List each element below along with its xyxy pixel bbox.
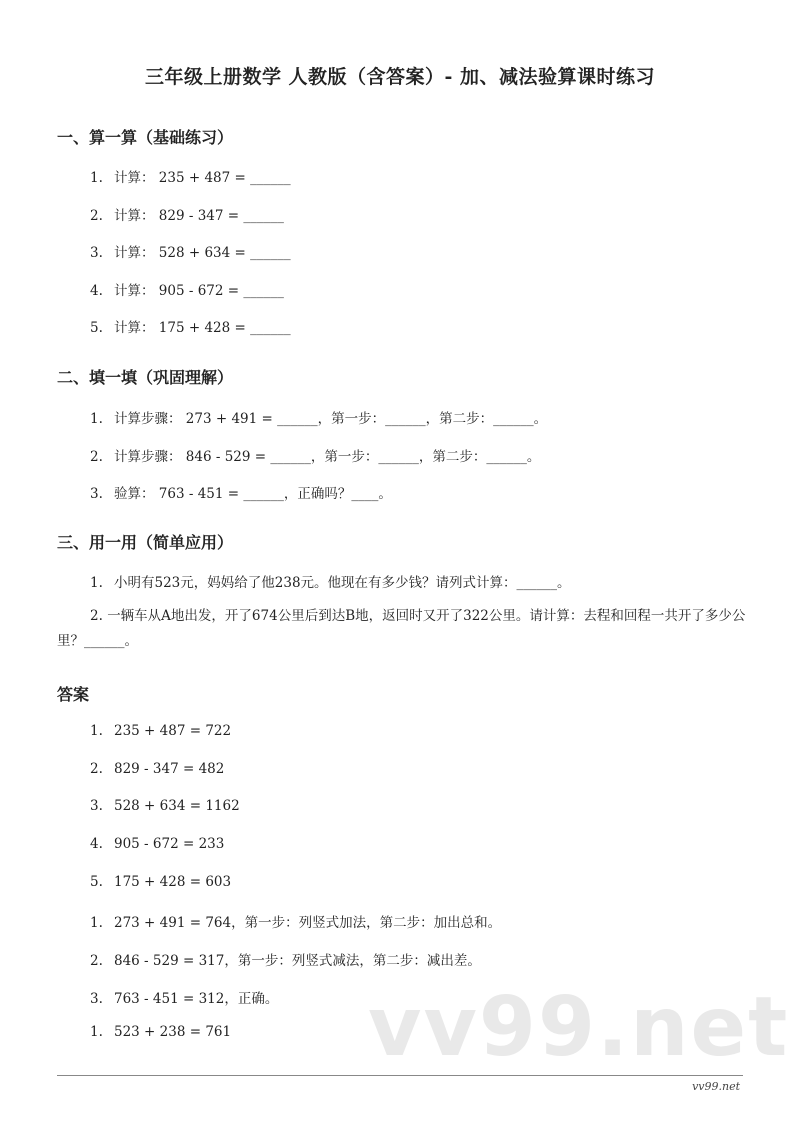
question-text: 计算： 905 - 672 = ______ xyxy=(114,283,284,299)
question-paragraph xyxy=(57,604,747,654)
section-2-heading: 二、填一填（巩固理解） xyxy=(57,368,234,387)
question-text: 计算： 528 + 634 = ______ xyxy=(114,245,291,261)
answer-number: 2. xyxy=(90,761,103,777)
answer-text: 763 - 451 = 312，正确。 xyxy=(114,991,279,1007)
question-number: 1. xyxy=(90,411,103,427)
page-title: 三年级上册数学 人教版（含答案）- 加、减法验算课时练习 xyxy=(144,66,656,88)
question-number: 2. xyxy=(90,208,103,224)
question-number: 1. xyxy=(90,575,103,591)
question-item xyxy=(90,204,284,224)
answer-text: 829 - 347 = 482 xyxy=(114,761,225,777)
question-text: 计算： 829 - 347 = ______ xyxy=(114,208,284,224)
footer-site: vv99.net xyxy=(692,1080,740,1093)
answer-number: 5. xyxy=(90,874,103,890)
question-number: 3. xyxy=(90,245,103,261)
question-number: 1. xyxy=(90,170,103,186)
answer-text: 175 + 428 = 603 xyxy=(114,874,232,890)
answer-item xyxy=(90,987,278,1007)
question-item xyxy=(90,482,392,502)
watermark: vv99.net xyxy=(368,980,790,1075)
question-text: 计算： 175 + 428 = ______ xyxy=(114,320,291,336)
footer-rule xyxy=(57,1075,743,1076)
answer-text: 273 + 491 = 764，第一步：列竖式加法，第二步：加出总和。 xyxy=(114,915,502,931)
question-number: 3. xyxy=(90,486,103,502)
answer-item xyxy=(90,949,481,969)
section-1-heading: 一、算一算（基础练习） xyxy=(57,128,234,147)
question-text: 小明有523元，妈妈给了他238元。他现在有多少钱？请列式计算：______。 xyxy=(114,575,571,591)
answer-text: 528 + 634 = 1162 xyxy=(114,798,240,814)
question-text: 计算： 235 + 487 = ______ xyxy=(114,170,291,186)
question-item xyxy=(90,316,291,336)
answer-text: 905 - 672 = 233 xyxy=(114,836,225,852)
answer-text: 846 - 529 = 317，第一步：列竖式减法，第二步：减出差。 xyxy=(114,953,481,969)
question-item xyxy=(90,571,571,591)
question-text: 一辆车从A地出发，开了674公里后到达B地，返回时又开了322公里。请计算：去程和回程一共开了多少公里？______。 xyxy=(57,608,746,649)
answer-number: 1. xyxy=(90,1024,103,1040)
answer-text: 235 + 487 = 722 xyxy=(114,723,232,739)
question-number: 4. xyxy=(90,283,103,299)
question-item xyxy=(90,241,291,261)
answer-item xyxy=(90,798,240,814)
answer-number: 3. xyxy=(90,798,103,814)
question-item xyxy=(90,279,284,299)
answer-number: 2. xyxy=(90,953,103,969)
answer-item xyxy=(90,836,224,852)
answer-item xyxy=(90,911,501,931)
answer-item xyxy=(90,1024,231,1040)
question-item xyxy=(90,166,291,186)
answer-number: 1. xyxy=(90,723,103,739)
question-item xyxy=(90,445,540,465)
answer-number: 4. xyxy=(90,836,103,852)
question-item xyxy=(90,407,547,427)
answer-item xyxy=(90,761,224,777)
question-text: 验算： 763 - 451 = ______，正确吗？____。 xyxy=(114,486,392,502)
question-number: 2. xyxy=(90,449,103,465)
answer-item xyxy=(90,723,231,739)
question-number: 2. xyxy=(90,608,103,624)
question-number: 5. xyxy=(90,320,103,336)
answers-heading: 答案 xyxy=(57,685,90,704)
answer-text: 523 + 238 = 761 xyxy=(114,1024,232,1040)
question-text: 计算步骤： 273 + 491 = ______，第一步：______，第二步：______。 xyxy=(114,411,548,427)
question-text: 计算步骤： 846 - 529 = ______，第一步：______，第二步：______。 xyxy=(114,449,541,465)
answer-number: 3. xyxy=(90,991,103,1007)
answer-number: 1. xyxy=(90,915,103,931)
section-3-heading: 三、用一用（简单应用） xyxy=(57,533,234,552)
answer-item xyxy=(90,874,231,890)
